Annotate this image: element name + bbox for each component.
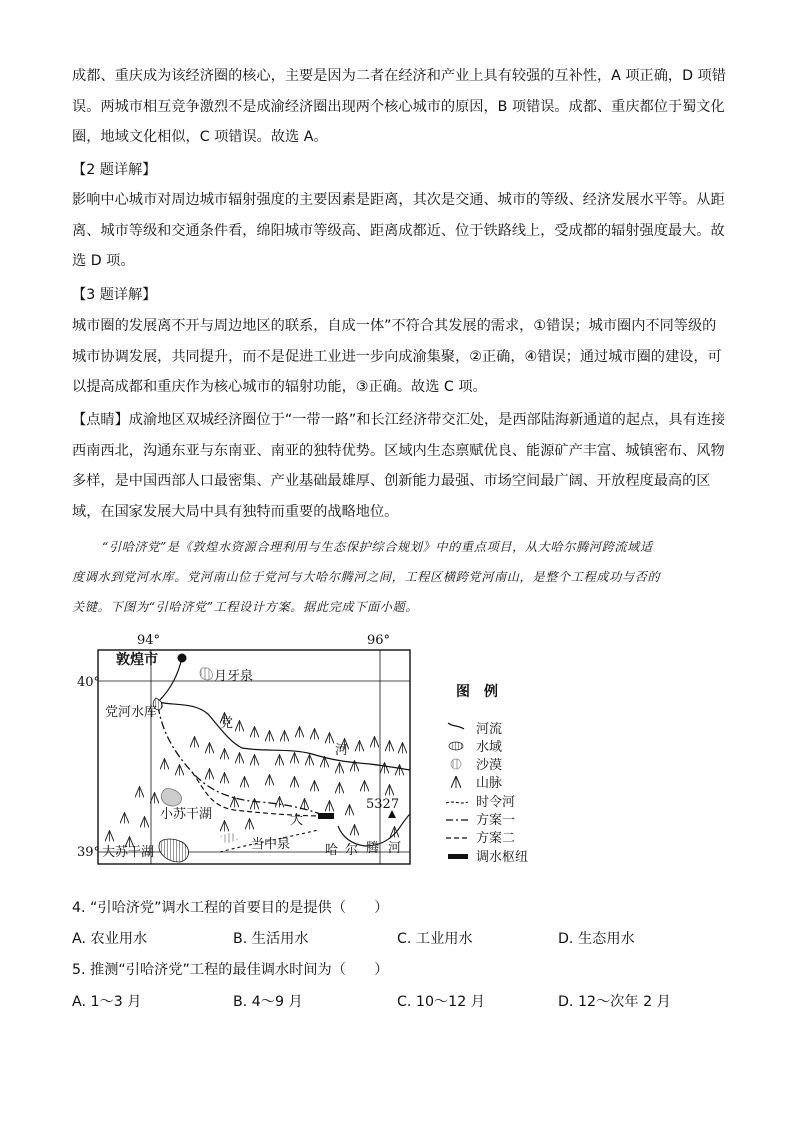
reservoir-label: 党河水库 — [105, 705, 158, 720]
text-line: 成都、重庆成为该经济圈的核心，主要是因为二者在经济和产业上具有较强的互补性，A 项正确，D 项错 — [72, 68, 726, 84]
text-line: 【点睛】成渝地区双城经济圈位于“一带一路”和长江经济带交汇处，是西部陆海新通道的起点，具有连接 — [72, 412, 726, 428]
dunhuang-label: 敦煌市 — [116, 652, 158, 668]
map-legend — [446, 683, 528, 865]
text-line: 圈，地域文化相似，C 项错误。故选 A。 — [72, 129, 328, 146]
text-line: 离、城市等级和交通条件看，绵阳城市等级高、距离成都近、位于铁路线上，受成都的辐射强度最大。故 — [72, 222, 725, 239]
q5-option-a[interactable]: A. 1～3 月 — [72, 994, 142, 1010]
lat-39-label: 39° — [77, 845, 101, 860]
mountain-range — [105, 713, 407, 848]
haerteng-label: 河 — [388, 841, 402, 856]
haerteng-label: 哈 — [325, 843, 339, 858]
pumping-hub — [318, 813, 334, 819]
text-line: 度调水到党河水库。党河南山位于党河与大哈尔腾河之间，工程区横跨党河南山，是整个工程成功与否的 — [72, 570, 661, 584]
question-intro — [72, 532, 724, 622]
legend-desert-label: 沙漠 — [476, 758, 503, 773]
pointer-note — [72, 405, 724, 527]
text-line: 城市圈的发展离不开与周边地区的联系，自成一体”不符合其发展的需求，①错误；城市圈内不同等级的 — [72, 318, 717, 334]
text-line: “引哈济党”是《敦煌水资源合理利用与生态保护综合规划》中的重点项目，从大哈尔腾河跨流域适 — [102, 540, 653, 554]
legend-water-label: 水域 — [476, 740, 503, 755]
dasugan-lake — [159, 839, 188, 862]
question-5-stem: 5. 推测“引哈济党”工程的最佳调水时间为（ ） — [72, 962, 389, 978]
dang-label: 党 — [220, 716, 234, 731]
q5-option-c[interactable]: C. 10～12 月 — [397, 994, 485, 1010]
dasugan-label: 大苏干湖 — [102, 845, 155, 860]
text-line: 关键。下图为“引哈济党”工程设计方案。据此完成下面小题。 — [72, 600, 419, 614]
explanation-2 — [72, 185, 724, 277]
explanation-1 — [72, 61, 724, 153]
dang-river — [158, 658, 410, 770]
text-line: 域，在国家发展大局中具有独特而重要的战略地位。 — [72, 503, 399, 520]
legend-plan2-label: 方案二 — [476, 831, 516, 846]
text-line: 误。两城市相互竞争激烈不是成渝经济圈出现两个核心城市的原因，B 项错误。成都、重庆都位于蜀文化 — [72, 98, 725, 115]
haerteng-label: 尔 — [345, 843, 359, 858]
q4-option-b[interactable]: B. 生活用水 — [233, 931, 309, 947]
q4-option-c[interactable]: C. 工业用水 — [397, 931, 473, 947]
legend-mountain-label: 山脉 — [476, 776, 503, 791]
q5-option-d[interactable]: D. 12～次年 2 月 — [558, 994, 671, 1010]
da-label: 大 — [290, 813, 304, 828]
q4-option-d[interactable]: D. 生态用水 — [558, 931, 635, 947]
text-line: 影响中心城市对周边城市辐射强度的主要因素是距离，其次是交通、城市的等级、经济发展水平等。从距 — [72, 192, 725, 208]
text-line: 西南西北，沟通东亚与东南亚、南亚的独特优势。区域内生态禀赋优良、能源矿产丰富、城镇密布、风物 — [72, 442, 725, 459]
explanation-3 — [72, 311, 724, 403]
yueyaquan-label: 月牙泉 — [214, 669, 254, 684]
xiaosugan-label: 小苏干湖 — [160, 807, 213, 822]
text-line: 城市协调发展，共同提升，而不是促进工业进一步向成渝集聚，②正确，④错误；通过城市圈的建设，可 — [72, 348, 722, 365]
heading-q2: 【2 题详解】 — [72, 162, 157, 178]
desert-area — [220, 832, 238, 844]
text-line: 以提高成都和重庆作为核心城市的辐射功能，③正确。故选 C 项。 — [72, 379, 487, 396]
text-line: 选 D 项。 — [72, 253, 135, 270]
question-4-stem: 4. “引哈济党”调水工程的首要目的是提供（ ） — [72, 900, 389, 916]
lat-40-label: 40° — [77, 675, 101, 690]
legend-seasonal-label: 时令河 — [476, 795, 516, 810]
lon-96-label: 96° — [367, 633, 391, 648]
legend-hub-label: 调水枢纽 — [476, 850, 529, 865]
legend-river-label: 河流 — [476, 722, 503, 737]
project-map — [77, 630, 550, 880]
legend-desert-icon — [451, 759, 461, 769]
text-line: 多样，是中国西部人口最密集、产业基础最雄厚、创新能力最强、市场空间最广阔、开放程度最高的区 — [72, 473, 711, 490]
legend-hub-icon — [448, 854, 468, 859]
lon-94-label: 94° — [137, 633, 161, 648]
legend-mountain-icon — [451, 776, 461, 788]
elevation-label: 5327 — [366, 797, 400, 812]
legend-title: 图 例 — [456, 684, 498, 700]
plan-1-route — [158, 706, 326, 816]
desert-area — [200, 668, 213, 680]
city-marker — [178, 654, 187, 663]
he-label: 河 — [335, 743, 349, 758]
legend-plan1-label: 方案一 — [476, 813, 516, 828]
q5-option-b[interactable]: B. 4～9 月 — [233, 994, 303, 1010]
legend-water-icon — [449, 742, 463, 750]
haerteng-label: 腾 — [366, 841, 380, 856]
q4-option-a[interactable]: A. 农业用水 — [72, 931, 148, 947]
legend-seasonal-icon — [446, 802, 468, 803]
xiaosugan-lake — [161, 789, 181, 807]
legend-river-icon — [448, 723, 464, 729]
dangzhongquan-label: 当中泉 — [251, 837, 291, 852]
heading-q3: 【3 题详解】 — [72, 287, 157, 303]
